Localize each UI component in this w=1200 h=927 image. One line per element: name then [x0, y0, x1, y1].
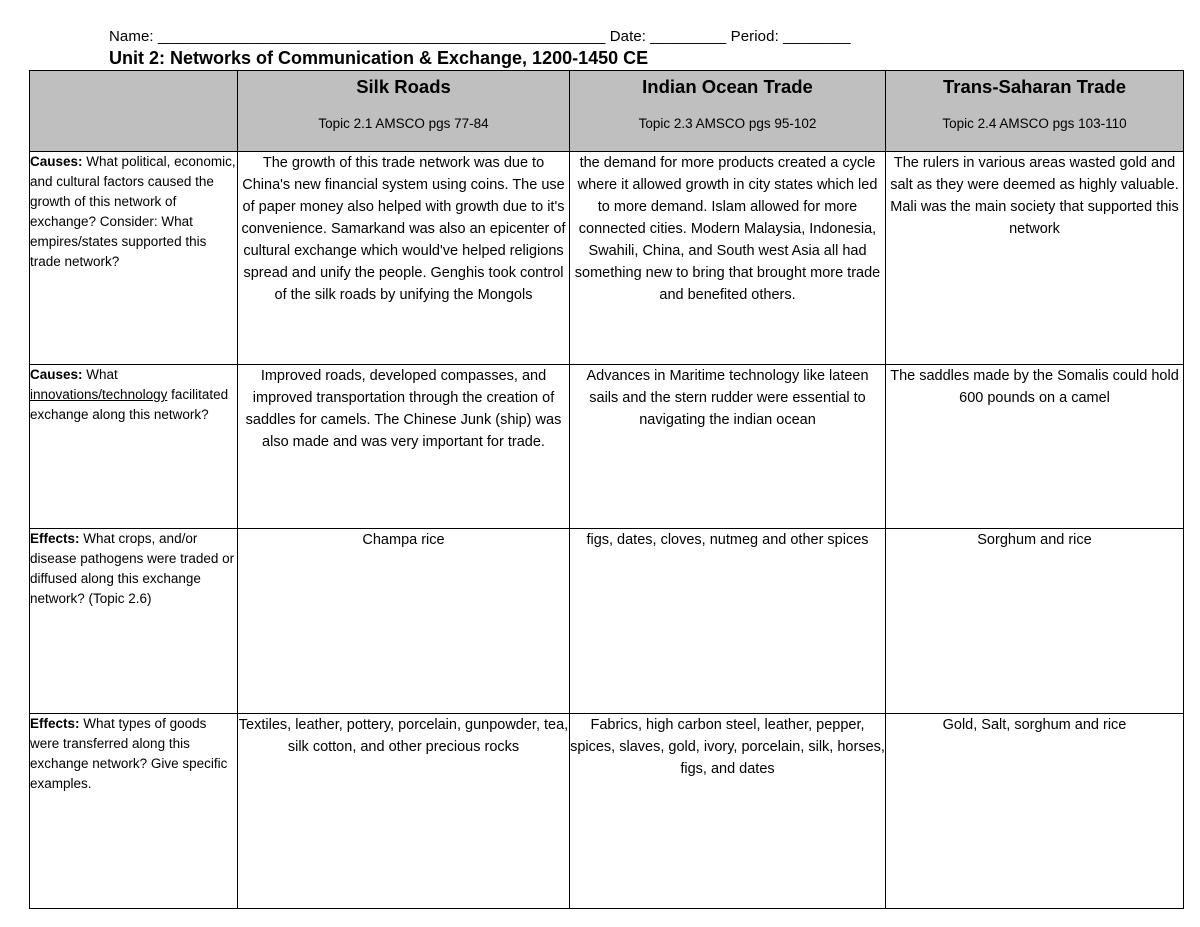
date-label: Date:: [609, 28, 647, 45]
table-row-crops-effects: [30, 529, 1184, 714]
question-text: What crops, and/or disease pathogens were traded or diffused along this exchange network? (Topic 2.6): [30, 531, 235, 606]
answer-cell[interactable]: Fabrics, high carbon steel, leather, pepper, spices, slaves, gold, ivory, porcelain, silk, horses, figs, and dates: [570, 714, 886, 909]
row-question: [30, 714, 238, 909]
column-title: Silk Roads: [356, 76, 451, 97]
period-blank: ________: [783, 28, 851, 45]
trade-network-table: [29, 70, 1184, 909]
name-blank: _____________________________________________________: [157, 28, 606, 45]
period-label: Period:: [730, 28, 779, 45]
answer-cell[interactable]: The saddles made by the Somalis could hold 600 pounds on a camel: [886, 365, 1184, 529]
row-question: [30, 365, 238, 529]
row-label: Effects:: [30, 716, 80, 731]
header-row: [30, 71, 1184, 152]
question-text: What political, economic, and cultural factors caused the growth of this network of exchange? Consider: What empires/states supported this trade network?: [30, 154, 236, 269]
answer-cell[interactable]: figs, dates, cloves, nutmeg and other spices: [570, 529, 886, 714]
name-date-period-line: [109, 28, 851, 45]
question-text: What: [86, 367, 118, 382]
answer-cell[interactable]: Textiles, leather, pottery, porcelain, gunpowder, tea, silk cotton, and other precious rocks: [238, 714, 570, 909]
row-question: [30, 152, 238, 365]
column-title: Trans-Saharan Trade: [942, 76, 1127, 97]
row-label: Effects:: [30, 531, 80, 546]
column-topic: Topic 2.1 AMSCO pgs 77-84: [318, 116, 489, 131]
answer-cell[interactable]: Champa rice: [238, 529, 570, 714]
answer-cell[interactable]: Sorghum and rice: [886, 529, 1184, 714]
column-header-trans-saharan: [886, 71, 1184, 152]
row-question: [30, 529, 238, 714]
answer-cell[interactable]: Advances in Maritime technology like lateen sails and the stern rudder were essential to navigating the indian ocean: [570, 365, 886, 529]
answer-cell[interactable]: Gold, Salt, sorghum and rice: [886, 714, 1184, 909]
table-row-technology-causes: [30, 365, 1184, 529]
row-label: Causes:: [30, 154, 83, 169]
answer-cell[interactable]: The rulers in various areas wasted gold and salt as they were deemed as highly valuable. Mali was the main society that supported this network: [886, 152, 1184, 365]
header-blank-cell: [30, 71, 238, 152]
question-text: What types of goods were transferred along this exchange network? Give specific examples.: [30, 716, 228, 791]
question-underlined-text: innovations/technology: [30, 387, 168, 402]
table-row-goods-effects: [30, 714, 1184, 909]
row-label: Causes:: [30, 367, 83, 382]
column-topic: Topic 2.4 AMSCO pgs 103-110: [942, 116, 1127, 131]
answer-cell[interactable]: Improved roads, developed compasses, and improved transportation through the creation of saddles for camels. The Chinese Junk (ship) was also made and was very important for trade.: [238, 365, 570, 529]
unit-title: Unit 2: Networks of Communication & Exchange, 1200-1450 CE: [109, 48, 649, 68]
column-header-indian-ocean: [570, 71, 886, 152]
column-title: Indian Ocean Trade: [642, 76, 813, 97]
date-blank: _________: [650, 28, 727, 45]
answer-cell[interactable]: The growth of this trade network was due to China's new financial system using coins. The use of paper money also helped with growth due to it's convenience. Samarkand was also an epicenter of cultural exchange which would've helped religions spread and unify the people. Genghis took control of the silk roads by unifying the Mongols: [238, 152, 570, 365]
column-topic: Topic 2.3 AMSCO pgs 95-102: [638, 116, 817, 131]
question-text-continued: facilitated exchange along this network?: [30, 387, 229, 422]
answer-cell[interactable]: the demand for more products created a cycle where it allowed growth in city states which led to more demand. Islam allowed for more connected cities. Modern Malaysia, Indonesia, Swahili, China, and South west Asia all had something new to bring that brought more trade and benefited others.: [570, 152, 886, 365]
column-header-silk-roads: [238, 71, 570, 152]
table-row-political-causes: [30, 152, 1184, 365]
name-label: Name:: [109, 28, 154, 45]
